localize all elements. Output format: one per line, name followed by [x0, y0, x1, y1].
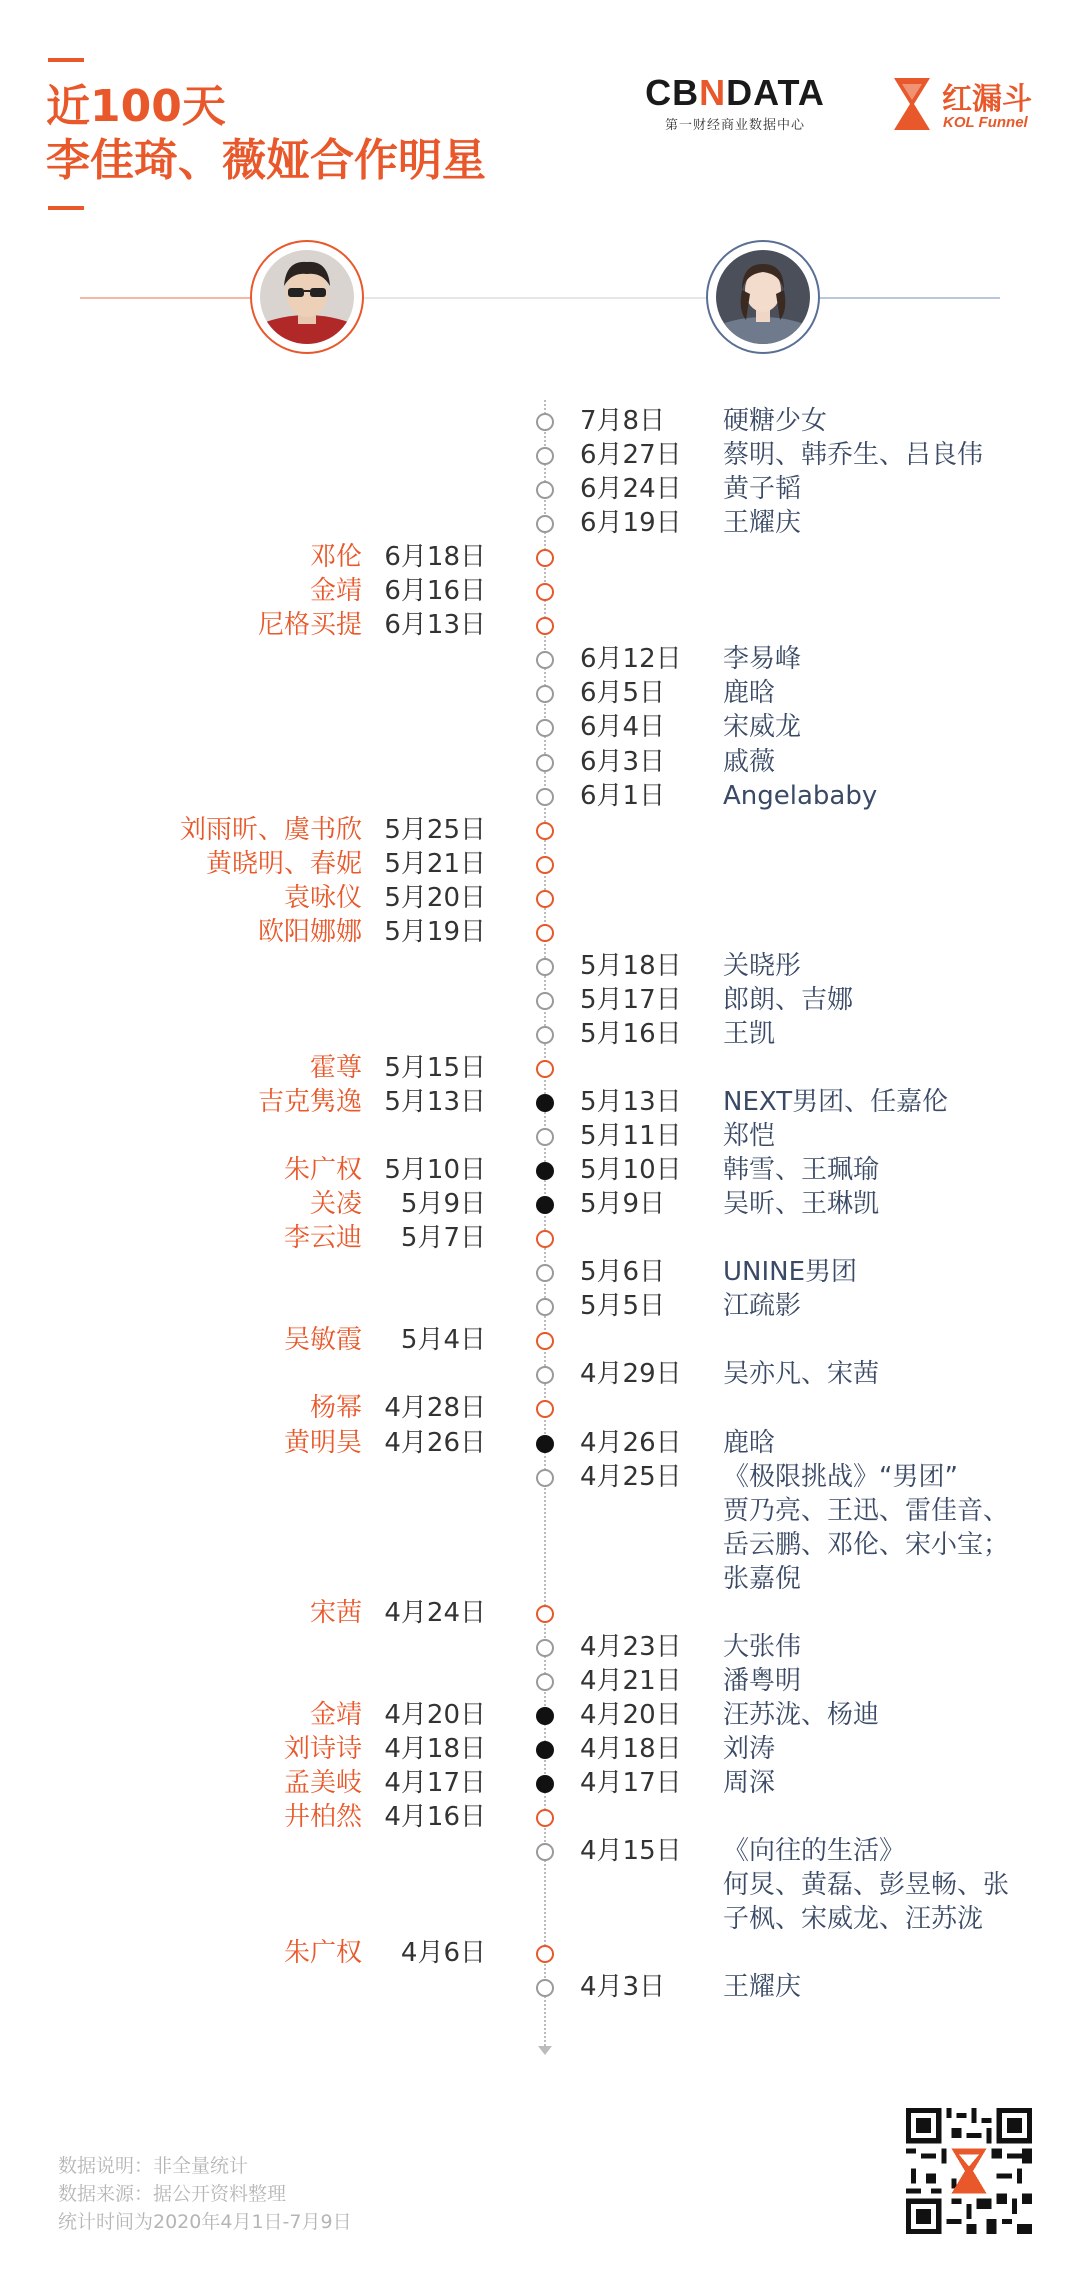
timeline-dot-both	[536, 1196, 554, 1214]
timeline-row	[0, 1391, 1080, 1425]
timeline-dot-right	[536, 685, 554, 703]
timeline-dot-both	[536, 1707, 554, 1725]
right-star-name-line: 王凯	[723, 1018, 776, 1049]
timeline-row	[0, 1970, 1080, 2004]
right-star-name-line: 鹿晗	[723, 1427, 776, 1458]
left-star-name: 朱广权	[283, 1938, 362, 1969]
timeline-dot-both	[536, 1435, 554, 1453]
right-star-name-line: 戚薇	[723, 746, 776, 777]
center-divider-line	[360, 297, 706, 299]
timeline-row	[0, 574, 1080, 608]
left-date: 4月26日	[384, 1427, 486, 1458]
timeline-dot-right	[536, 481, 554, 499]
footer-data-note: 数据说明：非全量统计	[58, 2155, 249, 2177]
right-date: 6月5日	[580, 678, 666, 709]
left-date: 4月16日	[384, 1802, 486, 1833]
timeline-row	[0, 1221, 1080, 1255]
right-star-name-line: 宋威龙	[723, 712, 802, 743]
timeline-dot-both	[536, 1094, 554, 1112]
funnel-hourglass-icon	[892, 76, 932, 132]
right-date: 4月17日	[580, 1768, 682, 1798]
right-star-name-line: 何炅、黄磊、彭昱畅、张	[723, 1870, 1010, 1901]
timeline-row	[0, 983, 1080, 1017]
left-date: 5月9日	[400, 1189, 486, 1220]
right-date: 5月13日	[580, 1087, 682, 1117]
right-date: 5月11日	[580, 1121, 682, 1152]
left-date: 4月24日	[384, 1597, 486, 1628]
left-date: 4月17日	[384, 1768, 486, 1798]
left-star-name: 关凌	[309, 1189, 362, 1220]
timeline-dot-right	[536, 958, 554, 976]
timeline-dot-right	[536, 515, 554, 533]
right-star-names	[723, 1289, 1043, 1323]
right-star-names	[723, 1664, 1043, 1698]
page-title-line1: 近100天	[46, 81, 226, 132]
timeline-row	[0, 1187, 1080, 1221]
right-star-name-line: 刘涛	[723, 1733, 776, 1764]
left-date: 6月16日	[384, 576, 486, 607]
timeline-row	[0, 813, 1080, 847]
timeline-row	[0, 1153, 1080, 1187]
right-star-names	[723, 983, 1043, 1017]
right-star-name-line: 吴亦凡、宋茜	[723, 1359, 880, 1390]
right-star-names	[723, 949, 1043, 983]
timeline-row	[0, 1085, 1080, 1119]
right-star-name-line: 李易峰	[723, 644, 802, 675]
right-star-name-line: 岳云鹏、邓伦、宋小宝；	[723, 1529, 1010, 1560]
right-star-name-line: Angelababy	[723, 780, 878, 811]
timeline-row	[0, 779, 1080, 813]
timeline-dot-left	[536, 890, 554, 908]
left-date: 4月28日	[384, 1393, 486, 1424]
timeline-dot-both	[536, 1741, 554, 1759]
title-bottom-dash	[48, 206, 84, 210]
right-date: 5月16日	[580, 1018, 682, 1049]
left-star-name: 黄晓明、春妮	[205, 848, 362, 879]
left-star-name: 吉克隽逸	[257, 1087, 362, 1117]
left-star-name: 黄明昊	[283, 1427, 362, 1458]
right-star-names	[723, 506, 1043, 540]
left-date: 5月10日	[384, 1155, 486, 1186]
right-star-name-line: 硬糖少女	[723, 406, 828, 436]
timeline-dot-both	[536, 1162, 554, 1180]
cbndata-subtitle: 第一财经商业数据中心	[664, 118, 805, 133]
left-star-name: 井柏然	[283, 1802, 362, 1833]
timeline-row	[0, 540, 1080, 574]
timeline-row	[0, 1323, 1080, 1357]
right-star-name-line: 韩雪、王珮瑜	[723, 1155, 880, 1186]
timeline-row	[0, 404, 1080, 438]
timeline-row	[0, 949, 1080, 983]
left-date: 5月25日	[384, 814, 486, 845]
right-star-names	[723, 1970, 1043, 2004]
timeline-row	[0, 608, 1080, 642]
right-star-name-line: NEXT男团、任嘉伦	[723, 1087, 949, 1117]
timeline-arrow-icon	[538, 2046, 552, 2055]
right-star-name-line: 王耀庆	[723, 508, 802, 539]
right-date: 5月6日	[580, 1257, 666, 1288]
left-date: 5月19日	[384, 916, 486, 947]
left-host-avatar	[260, 250, 354, 344]
timeline-dot-right	[536, 1264, 554, 1282]
left-star-name: 欧阳娜娜	[257, 916, 362, 947]
right-date: 4月21日	[580, 1665, 682, 1696]
timeline-row	[0, 642, 1080, 676]
right-star-name-line: 鹿晗	[723, 678, 776, 709]
left-star-name: 邓伦	[309, 542, 362, 573]
right-star-name-line: 《极限挑战》“男团”	[723, 1461, 958, 1492]
right-date: 5月18日	[580, 950, 682, 981]
left-star-name: 朱广权	[283, 1155, 362, 1186]
right-date: 4月3日	[580, 1972, 666, 2003]
right-star-name-line: 大张伟	[723, 1631, 802, 1662]
right-star-names	[723, 1017, 1043, 1051]
timeline-row	[0, 1460, 1080, 1594]
timeline-dot-right	[536, 754, 554, 772]
left-date: 5月13日	[384, 1087, 486, 1117]
timeline-row	[0, 1017, 1080, 1051]
timeline-dot-right	[536, 1673, 554, 1691]
right-star-name-line: 郎朗、吉娜	[723, 984, 854, 1015]
right-star-names	[723, 1153, 1043, 1187]
right-star-name-line: 关晓彤	[723, 950, 802, 981]
right-date: 4月23日	[580, 1631, 682, 1662]
left-star-name: 吴敏霞	[283, 1325, 362, 1356]
timeline-dot-right	[536, 651, 554, 669]
right-star-names	[723, 710, 1043, 744]
right-date: 4月26日	[580, 1427, 682, 1458]
left-date: 5月4日	[400, 1325, 486, 1356]
right-star-names	[723, 438, 1043, 472]
timeline-dot-left	[536, 924, 554, 942]
left-date: 4月20日	[384, 1699, 486, 1730]
timeline-dot-right	[536, 1639, 554, 1657]
left-date: 5月20日	[384, 882, 486, 913]
right-star-name-line: 《向往的生活》	[723, 1836, 906, 1867]
timeline-row	[0, 1289, 1080, 1323]
right-date: 4月29日	[580, 1359, 682, 1390]
timeline-dot-right	[536, 1979, 554, 1997]
right-star-names	[723, 1630, 1043, 1664]
timeline-dot-right	[536, 1128, 554, 1146]
left-date: 6月18日	[384, 542, 486, 573]
timeline-dot-left	[536, 583, 554, 601]
timeline-row	[0, 1630, 1080, 1664]
cbndata-wordmark-part2: DATA	[726, 72, 825, 113]
timeline-dot-left	[536, 856, 554, 874]
timeline-dot-right	[536, 992, 554, 1010]
timeline-row	[0, 1119, 1080, 1153]
timeline-row	[0, 915, 1080, 949]
title-top-dash	[48, 58, 84, 62]
left-divider-line	[80, 297, 260, 299]
timeline-row	[0, 1732, 1080, 1766]
footer-data-period: 统计时间为2020年4月1日-7月9日	[58, 2211, 352, 2233]
timeline-dot-left	[536, 1230, 554, 1248]
right-host-avatar	[716, 250, 810, 344]
timeline-dot-right	[536, 413, 554, 431]
timeline-row	[0, 1664, 1080, 1698]
right-star-name-line: 蔡明、韩乔生、吕良伟	[723, 440, 984, 471]
left-star-name: 李云迪	[283, 1223, 362, 1254]
right-star-names	[723, 745, 1043, 779]
right-star-names	[723, 404, 1043, 438]
right-star-names	[723, 1698, 1043, 1732]
left-star-name: 刘雨昕、虞书欣	[179, 814, 362, 845]
right-host-avatar-ring	[706, 240, 820, 354]
timeline-row	[0, 1426, 1080, 1460]
timeline-row	[0, 1051, 1080, 1085]
timeline-dot-right	[536, 1843, 554, 1861]
timeline-dot-left	[536, 617, 554, 635]
right-star-name-line: 潘粤明	[723, 1665, 802, 1696]
timeline-row	[0, 1596, 1080, 1630]
left-star-name: 尼格买提	[257, 610, 362, 641]
right-star-names	[723, 1426, 1043, 1460]
timeline-dot-right	[536, 1026, 554, 1044]
left-star-name: 霍尊	[309, 1052, 362, 1083]
timeline-dot-left	[536, 1400, 554, 1418]
right-star-names	[723, 1732, 1043, 1766]
timeline-dot-left	[536, 1060, 554, 1078]
timeline-dot-left	[536, 1605, 554, 1623]
timeline-dot-left	[536, 1809, 554, 1827]
left-date: 5月7日	[400, 1223, 486, 1254]
right-star-names	[723, 676, 1043, 710]
left-date: 4月18日	[384, 1733, 486, 1764]
right-star-names	[723, 1834, 1043, 1936]
right-star-names	[723, 642, 1043, 676]
right-star-names	[723, 1085, 1043, 1119]
right-date: 6月27日	[580, 440, 682, 471]
left-star-name: 宋茜	[309, 1597, 362, 1628]
timeline-row	[0, 745, 1080, 779]
kol-funnel-en-name: KOL Funnel	[943, 114, 1028, 131]
left-host-avatar-ring	[250, 240, 364, 354]
left-date: 5月15日	[384, 1052, 486, 1083]
right-star-name-line: 张嘉倪	[723, 1563, 802, 1594]
timeline-dot-right	[536, 447, 554, 465]
kol-funnel-cn-name: 红漏斗	[942, 82, 1032, 117]
timeline-row	[0, 1800, 1080, 1834]
right-star-names	[723, 472, 1043, 506]
footer-data-source: 数据来源：据公开资料整理	[58, 2183, 287, 2205]
page-title-line2: 李佳琦、薇娅合作明星	[46, 135, 486, 186]
timeline-row	[0, 847, 1080, 881]
footer-notes	[58, 2152, 352, 2236]
timeline-row	[0, 710, 1080, 744]
cbndata-wordmark-n: N	[699, 72, 727, 113]
right-divider-line	[820, 297, 1000, 299]
left-star-name: 金靖	[309, 576, 362, 607]
qr-code-icon	[906, 2108, 1032, 2234]
right-star-name-line: 黄子韬	[723, 474, 802, 505]
right-date: 5月17日	[580, 984, 682, 1015]
right-date: 6月1日	[580, 780, 666, 811]
timeline-dot-right	[536, 719, 554, 737]
right-date: 5月5日	[580, 1291, 666, 1322]
left-date: 6月13日	[384, 610, 486, 641]
left-star-name: 袁咏仪	[283, 882, 362, 913]
right-date: 4月18日	[580, 1733, 682, 1764]
right-date: 6月12日	[580, 644, 682, 675]
right-star-name-line: 江疏影	[723, 1291, 802, 1322]
right-star-names	[723, 1119, 1043, 1153]
right-star-names	[723, 1255, 1043, 1289]
left-star-name: 刘诗诗	[283, 1733, 362, 1764]
left-date: 5月21日	[384, 848, 486, 879]
right-star-name-line: 子枫、宋威龙、汪苏泷	[723, 1904, 984, 1935]
right-date: 5月9日	[580, 1189, 666, 1220]
right-date: 6月4日	[580, 712, 666, 743]
right-date: 5月10日	[580, 1155, 682, 1186]
timeline-row	[0, 1698, 1080, 1732]
right-star-name-line: 贾乃亮、王迅、雷佳音、	[723, 1495, 1010, 1526]
timeline-row	[0, 472, 1080, 506]
right-star-names	[723, 1766, 1043, 1800]
timeline-dot-both	[536, 1775, 554, 1793]
timeline-row	[0, 1766, 1080, 1800]
right-date: 6月24日	[580, 474, 682, 505]
right-star-name-line: UNINE男团	[723, 1257, 858, 1288]
right-star-name-line: 周深	[723, 1768, 776, 1798]
right-date: 6月3日	[580, 746, 666, 777]
right-date: 6月19日	[580, 508, 682, 539]
right-star-name-line: 王耀庆	[723, 1972, 802, 2003]
timeline-row	[0, 881, 1080, 915]
right-star-names	[723, 779, 1043, 813]
right-date: 4月25日	[580, 1461, 682, 1492]
timeline-dot-left	[536, 822, 554, 840]
timeline-row	[0, 1936, 1080, 1970]
timeline-row	[0, 438, 1080, 472]
timeline-dot-left	[536, 1945, 554, 1963]
timeline-row	[0, 1255, 1080, 1289]
timeline-dot-right	[536, 788, 554, 806]
cbndata-wordmark-part1: CB	[645, 72, 700, 113]
right-star-names	[723, 1187, 1043, 1221]
cbndata-wordmark	[640, 74, 830, 112]
right-star-name-line: 郑恺	[723, 1121, 776, 1152]
timeline-row	[0, 676, 1080, 710]
timeline-dot-left	[536, 549, 554, 567]
cbndata-logo	[640, 74, 830, 133]
right-star-names	[723, 1357, 1043, 1391]
timeline-row	[0, 1357, 1080, 1391]
timeline-dot-right	[536, 1366, 554, 1384]
right-star-name-line: 吴昕、王琳凯	[723, 1189, 880, 1220]
right-date: 7月8日	[580, 406, 666, 436]
left-star-name: 杨幂	[309, 1393, 362, 1424]
left-star-name: 孟美岐	[283, 1768, 362, 1798]
right-star-names	[723, 1460, 1043, 1596]
right-star-name-line: 汪苏泷、杨迪	[723, 1699, 880, 1730]
right-date: 4月20日	[580, 1699, 682, 1730]
timeline-dot-left	[536, 1332, 554, 1350]
left-date: 4月6日	[400, 1938, 486, 1969]
right-date: 4月15日	[580, 1836, 682, 1867]
timeline-dot-right	[536, 1298, 554, 1316]
timeline-row	[0, 506, 1080, 540]
left-star-name: 金靖	[309, 1699, 362, 1730]
timeline-dot-right	[536, 1469, 554, 1487]
timeline-row	[0, 1834, 1080, 1935]
